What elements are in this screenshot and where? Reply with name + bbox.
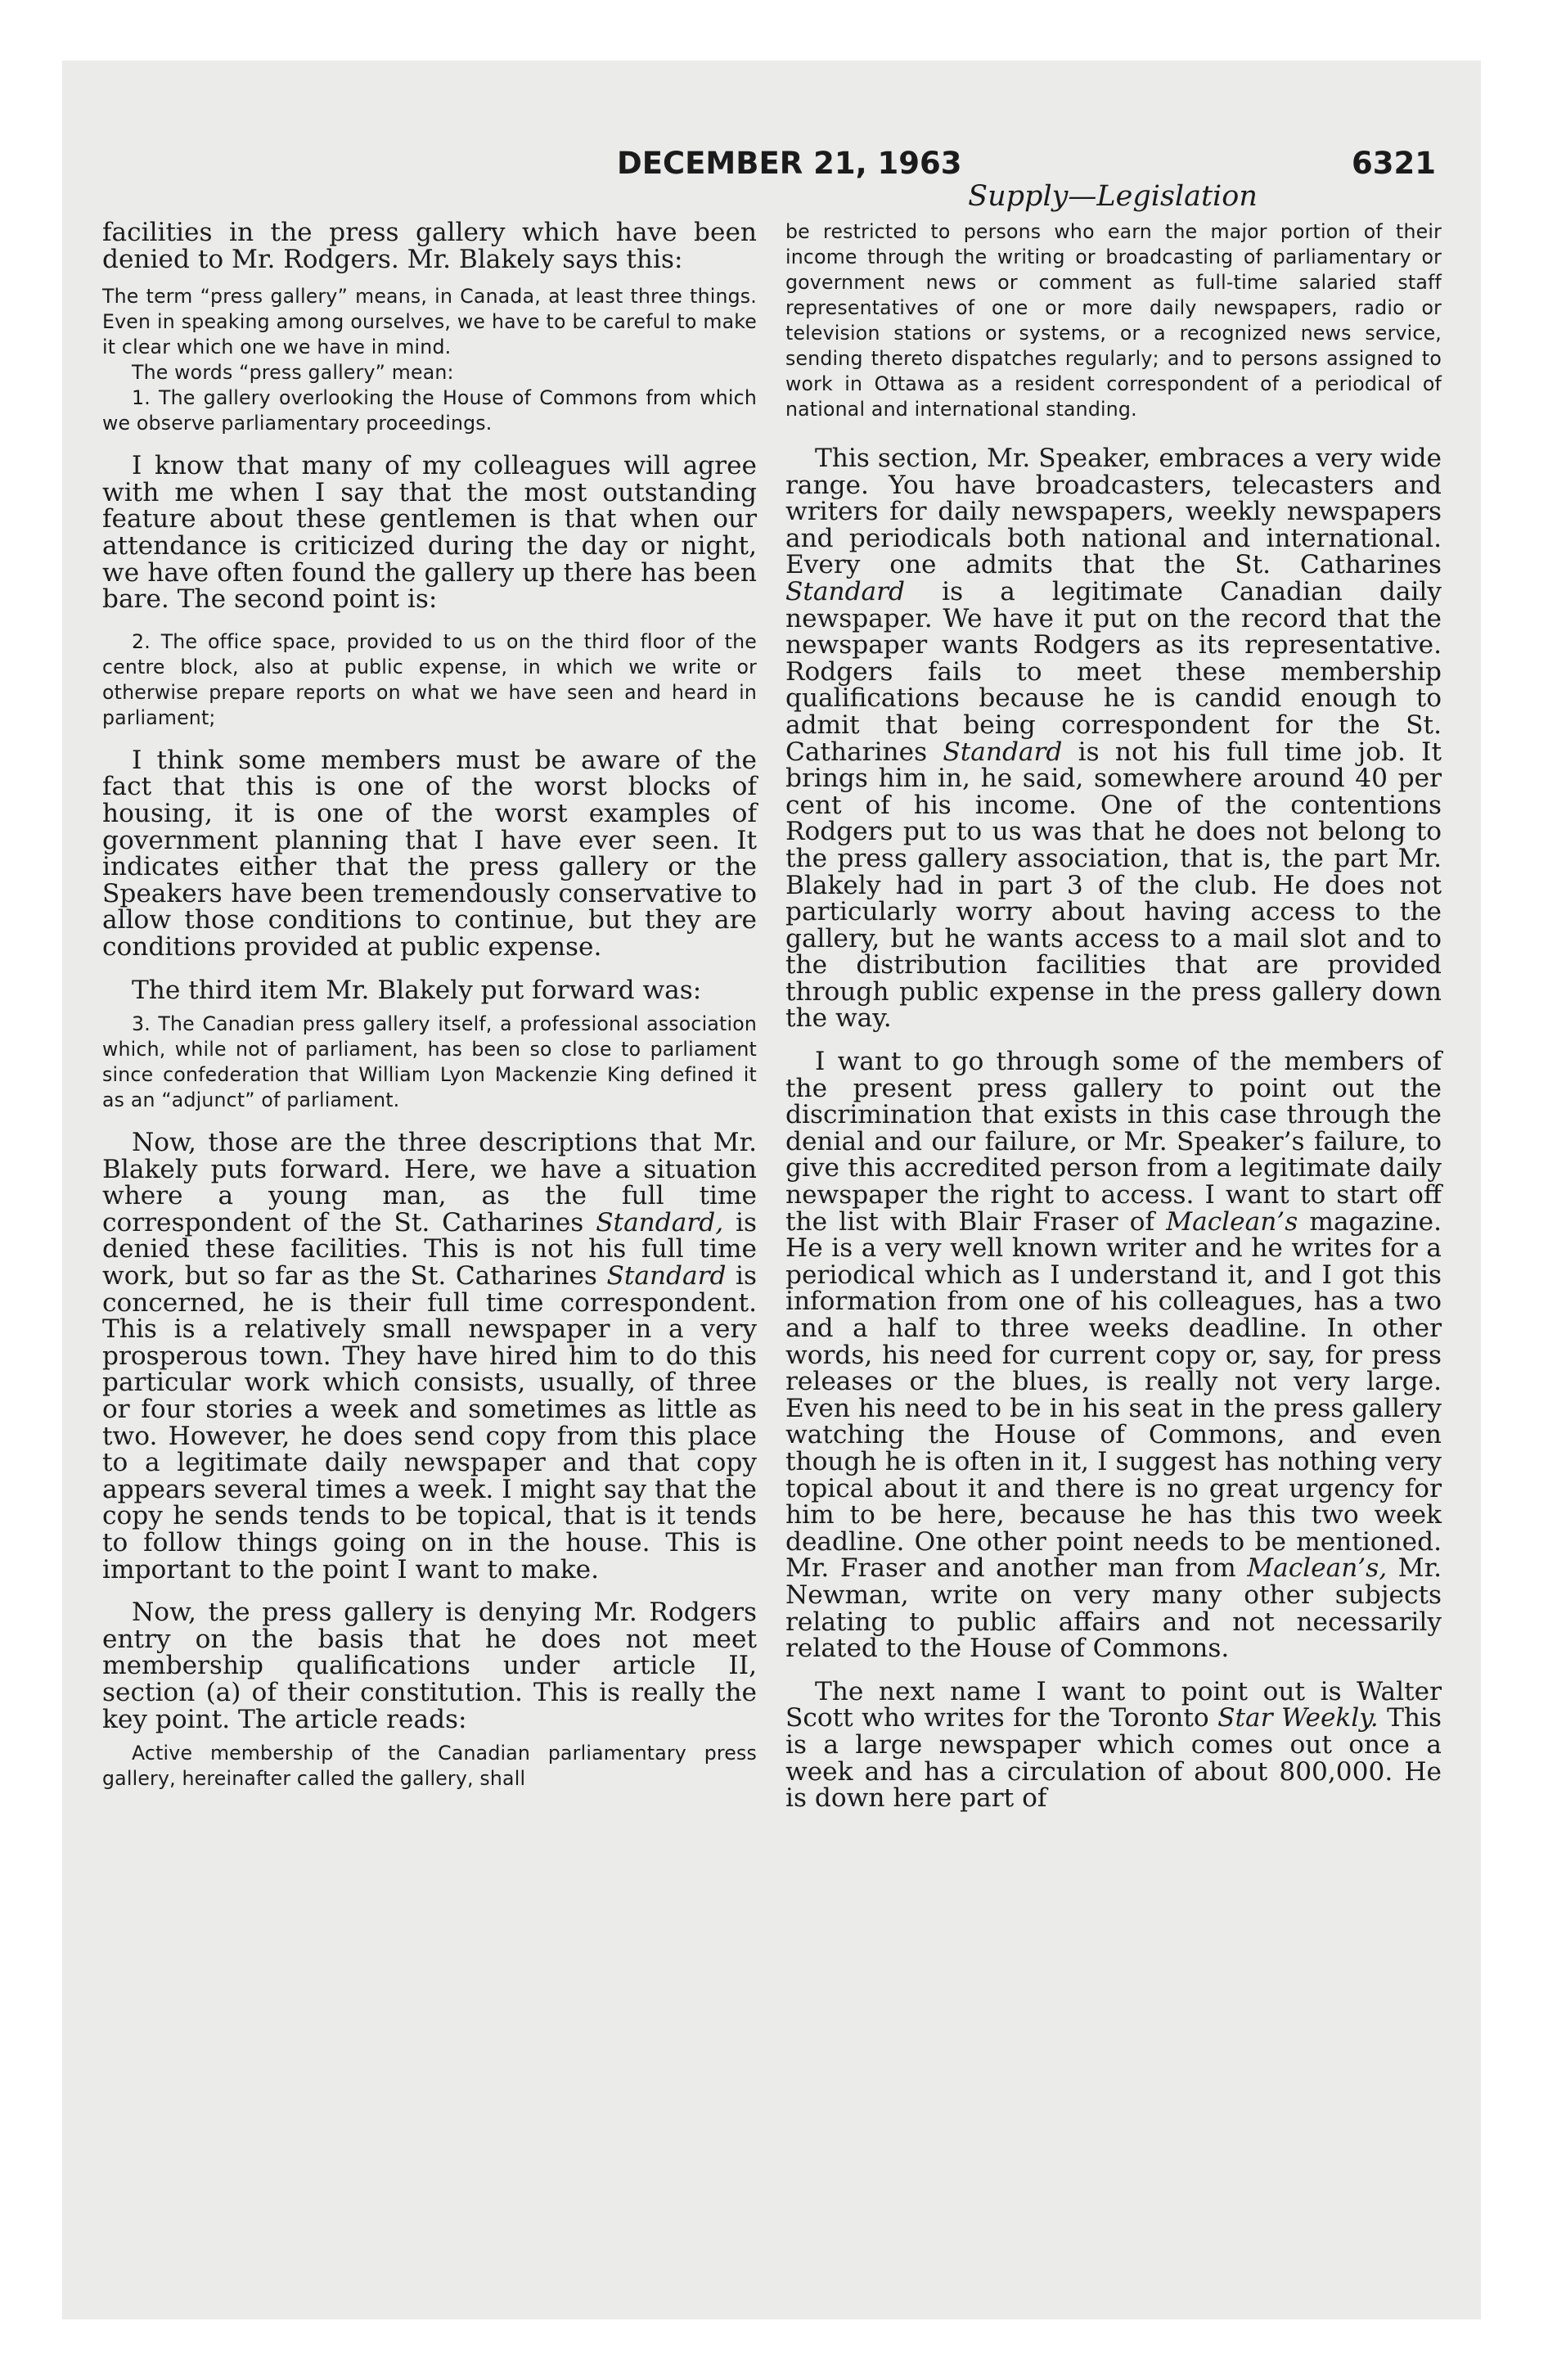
text-run: The next name I want to point out is Walter Scott who writes for the Toronto (785, 1676, 1442, 1733)
paragraph (785, 1048, 1442, 1662)
newspaper-title: Standard (606, 1261, 727, 1291)
paragraph (102, 1129, 757, 1583)
text-run: Mr. Newman, write on very many other subjects relating to public affairs and not necessarily related to the House of Commons. (785, 1553, 1442, 1664)
quotation: Active membership of the Canadian parliamentary press gallery, hereinafter called the gallery, shall (102, 1742, 757, 1791)
text-run: magazine. He is a very well known writer and he writes for a periodical which as I understand it, and I got this information from one of his colleagues, has a two and a half to three weeks deadline. In other words, his need for current copy or, say, for press releases or the blues, is really not very large. Even his need to be in his seat in the press gallery watching the House of Commons, and even though he is often in it, I suggest has nothing very topical about it and there is no great urgency for him to be here, because he has this two week deadline. One other point needs to be mentioned. Mr. Fraser and another man from (785, 1206, 1442, 1584)
paragraph (785, 1676, 1442, 1814)
page-number: 6321 (1352, 146, 1436, 181)
text-run: I want to go through some of the members of the present press gallery to point out the discrimination that exists in this case through the denial and our failure, or Mr. Speaker’s failure, to give this accredited person from a legitimate daily newspaper the right to access. I want to start off the list with Blair Fraser of (785, 1047, 1442, 1237)
left-column (102, 219, 757, 1792)
text-run: is concerned, he is their full time correspondent. This is a relatively small newspaper in a very prosperous town. They have hired him to do this particular work which consists, usually, of three or four stories a week and sometimes as little as two. However, he does send copy from this place to a legitimate daily newspaper and that copy appears several times a week. I might say that the copy he sends tends to be topical, that is it tends to follow things going on in the house. This is important to the point I want to make. (102, 1261, 757, 1584)
paragraph (785, 445, 1442, 1032)
magazine-title: Maclean’s (1166, 1206, 1298, 1237)
quotation: The words “press gallery” mean: (132, 361, 454, 385)
quotation: 3. The Canadian press gallery itself, a professional association which, while not of parliament, has been so close to parliament since confederation that William Lyon Mackenzie King defined it as an “adjunct” of parliament. (102, 1012, 757, 1112)
subject-heading: Supply—Legislation (968, 180, 1258, 213)
text-run: is a legitimate Canadian daily newspaper. We have it put on the record that the newspaper wants Rodgers as its representative. Rodgers fails to meet these membership qualifications because he is candid enough to admit that being correspondent for the St. Catharines (785, 576, 1442, 767)
quotation: be restricted to persons who earn the major portion of their income through the writing or broadcasting of parliamentary or government news or comment as full-time salaried staff representatives of one or more daily newspapers, radio or television stations or systems, or a recognized news service, sending thereto dispatches regularly; and to persons assigned to work in Ottawa as a resident correspondent of a periodical of national and international standing. (785, 220, 1442, 421)
newspaper-title: Star Weekly. (1217, 1703, 1379, 1733)
paragraph: I know that many of my colleagues will agree with me when I say that the most outstanding feature about these gentlemen is that when our attendance is criticized during the day or night, we have often found the gallery up there has been bare. The second point is: (102, 451, 757, 615)
text-run: This is a large newspaper which comes out once a week and has a circulation of about 800,000. He is down here part of (785, 1703, 1442, 1814)
text-run: This section, Mr. Speaker, embraces a very wide range. You have broadcasters, telecasters and writers for daily newspapers, weekly newspapers and periodicals both national and international. Every one admits that the St. Catharines (785, 444, 1442, 580)
newspaper-title: Standard (785, 576, 906, 606)
quotation: The term “press gallery” means, in Canada, at least three things. Even in speaking among ourselves, we have to be careful to make it clear which one we have in mind. (102, 285, 757, 359)
paragraph: The third item Mr. Blakely put forward was: (132, 975, 702, 1005)
text-run: is not his full time job. It brings him in, he said, somewhere around 40 per cent of his income. One of the contentions Rodgers put to us was that he does not belong to the press gallery association, that is, the part Mr. Blakely had in part 3 of the club. He does not particularly worry about having access to the gallery, but he wants access to a mail slot and to the distribution facilities that are provided through public expense in the press gallery down the way. (785, 737, 1442, 1034)
paragraph: I think some members must be aware of the fact that this is one of the worst blocks of housing, it is one of the worst examples of government planning that I have ever seen. It indicates either that the press gallery or the Speakers have been tremendously conservative to allow those conditions to continue, but they are conditions provided at public expense. (102, 745, 757, 962)
paragraph: facilities in the press gallery which have been denied to Mr. Rodgers. Mr. Blakely says this: (102, 218, 757, 274)
newspaper-title: Standard, (596, 1207, 724, 1237)
header-date: DECEMBER 21, 1963 (617, 146, 962, 181)
right-column (785, 219, 1442, 1812)
newspaper-title: Standard (943, 737, 1063, 767)
quotation: 2. The office space, provided to us on the third floor of the centre block, also at public expense, in which we write or otherwise prepare reports on what we have seen and heard in parliament; (102, 629, 757, 729)
paragraph: Now, the press gallery is denying Mr. Rodgers entry on the basis that he does not meet membership qualifications under article II, section (a) of their constitution. This is really the key point. The article reads: (102, 1598, 757, 1734)
page-header (0, 146, 1548, 185)
text-run: Now, those are the three descriptions that Mr. Blakely puts forward. Here, we have a situation where a young man, as the full time correspondent of the St. Catharines (102, 1128, 757, 1237)
magazine-title: Maclean’s, (1247, 1553, 1388, 1584)
text-run: is denied these facilities. This is not his full time work, but so far as the St. Catharines (102, 1207, 757, 1291)
quotation: 1. The gallery overlooking the House of Commons from which we observe parliamentary proceedings. (102, 386, 757, 435)
